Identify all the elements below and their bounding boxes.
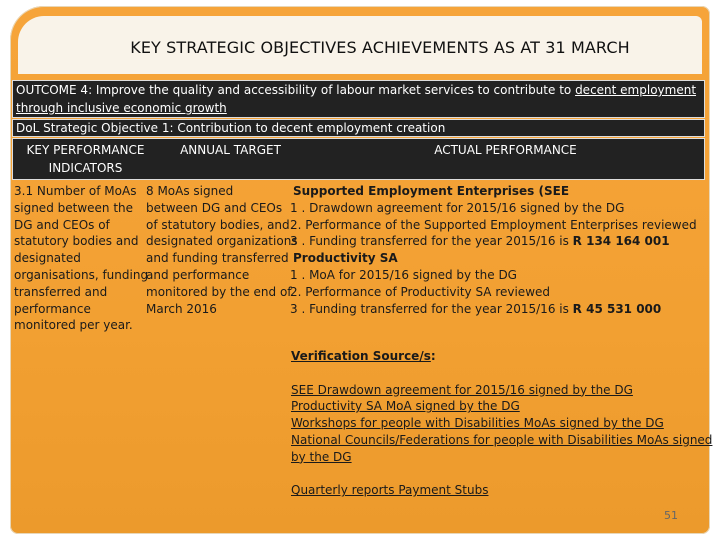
header-kpi [13, 141, 158, 177]
verification-line: Workshops for people with Disabilities MoAs signed by the DG [291, 416, 664, 431]
verification-line: SEE Drawdown agreement for 2015/16 signed by the DG [291, 382, 633, 397]
objective-text: DoL Strategic Objective 1: Contribution to decent employment creation [16, 121, 446, 135]
see-heading: Supported Employment Enterprises (SEE [293, 184, 570, 198]
header-kpi-line2: INDICATORS [48, 161, 123, 175]
kpi-line: transferred and [14, 284, 108, 299]
header-kpi-line1: KEY PERFORMANCE [26, 143, 145, 157]
page-number: 51 [664, 509, 678, 522]
see-item [290, 233, 705, 250]
page-title: KEY STRATEGIC OBJECTIVES ACHIEVEMENTS AS AT 31 MARCH [130, 38, 630, 57]
see-funding-amount: R 134 164 001 [572, 234, 670, 249]
actual-column [290, 183, 705, 317]
target-line: and funding transferred [146, 251, 289, 266]
kpi-line: 3.1 Number of MoAs [14, 184, 137, 198]
kpi-line: DG and CEOs of [14, 217, 110, 232]
kpi-line: performance [14, 301, 91, 316]
verification-heading: Verification Source/s [291, 349, 431, 363]
objective-bar [12, 119, 705, 137]
verification-sources [291, 348, 711, 499]
verification-line: National Councils/Federations for people with Disabilities MoAs signed [291, 432, 713, 447]
target-line: 8 MoAs signed [146, 184, 234, 198]
verification-line: by the DG [291, 449, 352, 464]
target-line: March 2016 [146, 301, 217, 316]
header-actual: ACTUAL PERFORMANCE [434, 143, 577, 157]
target-line: monitored by the end of [146, 284, 292, 299]
target-line: designated organizations [146, 234, 298, 249]
productivity-item: 2. Performance of Productivity SA reviewed [290, 284, 551, 299]
verification-reports: Quarterly reports Payment Stubs [291, 483, 489, 498]
table-header-row [12, 138, 705, 180]
outcome-underline-1: decent employment [575, 83, 697, 97]
see-item: 2. Performance of the Supported Employment Enterprises reviewed [290, 217, 697, 232]
productivity-funding-amount: R 45 531 000 [572, 301, 662, 316]
productivity-item [290, 301, 705, 318]
outcome-text: OUTCOME 4: Improve the quality and accessibility of labour market services to contribute to [16, 83, 576, 97]
target-line: of statutory bodies, and [146, 217, 290, 232]
see-item-text: 3 . Funding transferred for the year 2015/16 is [290, 234, 573, 249]
kpi-line: organisations, funding [14, 267, 149, 282]
verification-heading-line [291, 348, 711, 365]
kpi-column [14, 183, 149, 334]
outcome-bar [12, 80, 705, 118]
productivity-item-text: 3 . Funding transferred for the year 2015/16 is [290, 301, 573, 316]
productivity-heading: Productivity SA [293, 251, 398, 266]
target-line: and performance [146, 267, 250, 282]
see-item: 1 . Drawdown agreement for 2015/16 signed by the DG [290, 200, 625, 215]
kpi-line: designated [14, 251, 81, 266]
verification-heading-colon: : [430, 349, 436, 363]
header-target: ANNUAL TARGET [180, 143, 281, 157]
kpi-line: monitored per year. [14, 318, 133, 333]
target-line: between DG and CEOs [146, 200, 283, 215]
kpi-line: signed between the [14, 200, 134, 215]
outcome-underline-2: through inclusive economic growth [16, 101, 227, 115]
productivity-item: 1 . MoA for 2015/16 signed by the DG [290, 267, 517, 282]
kpi-line: statutory bodies and [14, 234, 139, 249]
target-column [146, 183, 298, 317]
verification-line: Productivity SA MoA signed by the DG [291, 399, 520, 414]
